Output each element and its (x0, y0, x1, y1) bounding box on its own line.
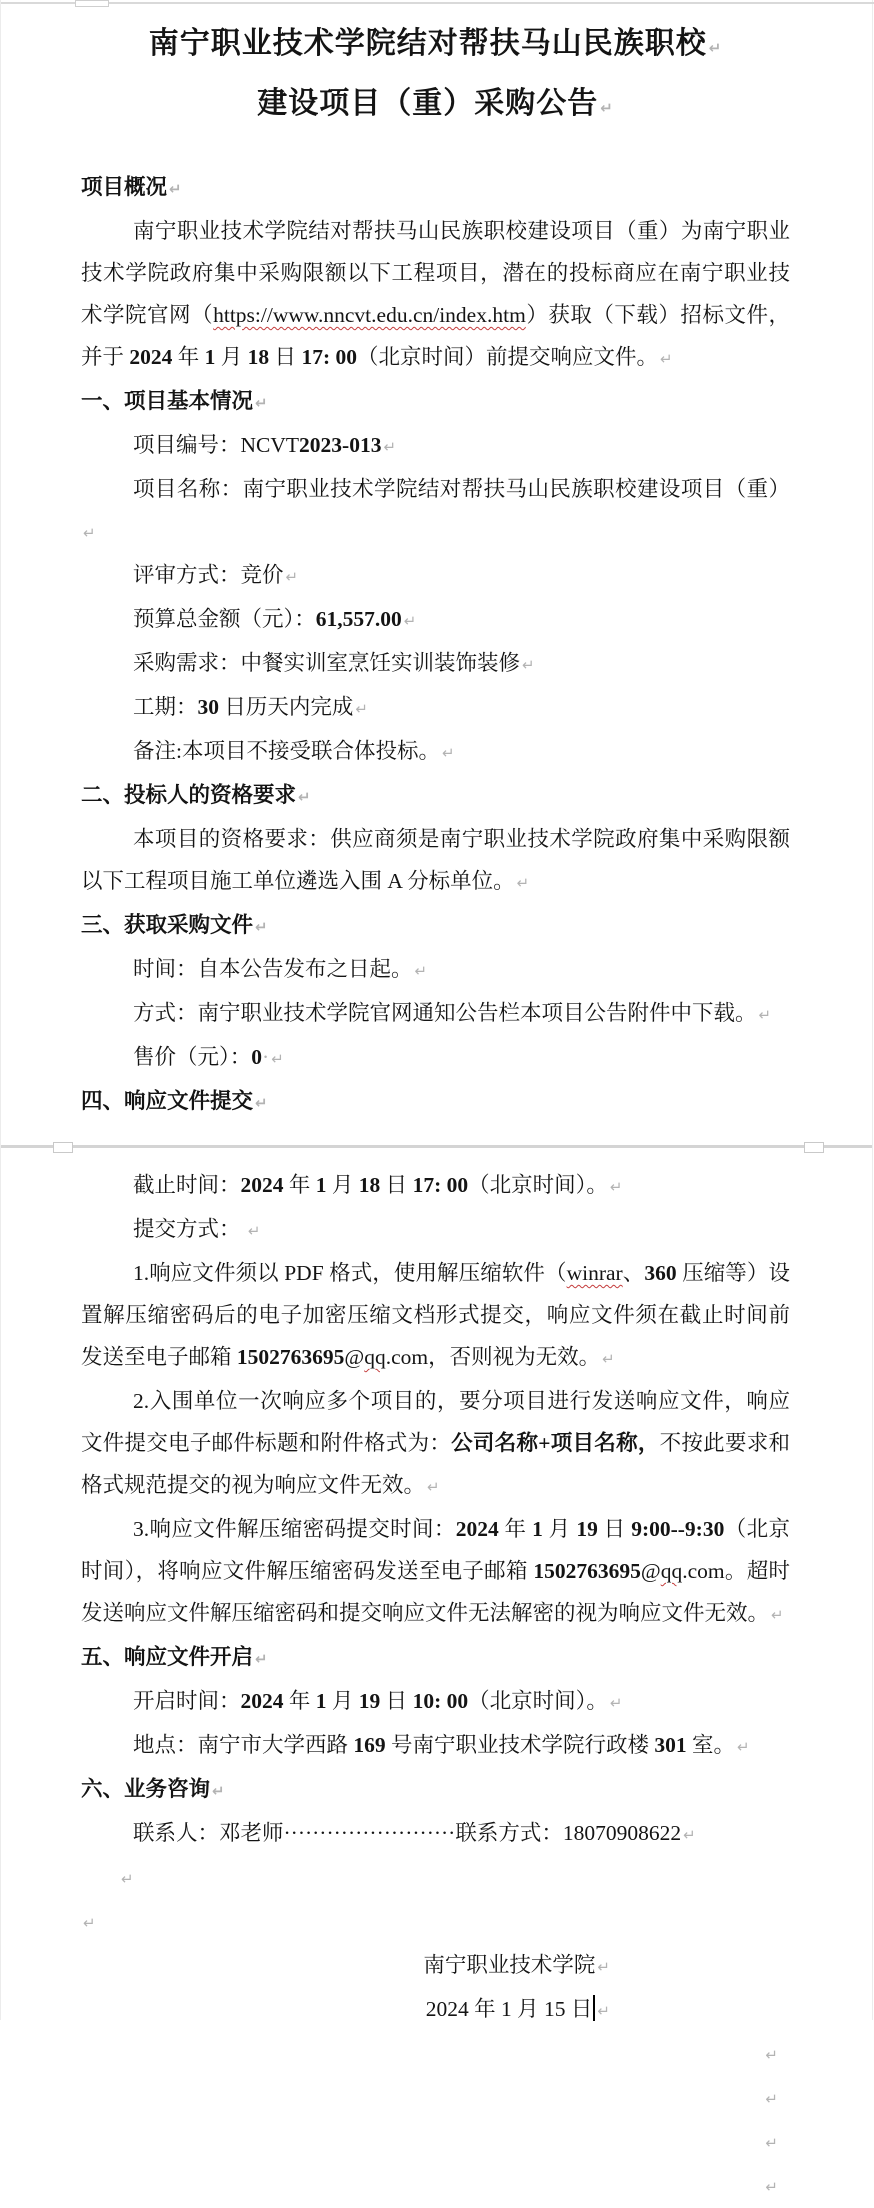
text-run: 19 (576, 1517, 598, 1541)
paragraph-mark-icon: ↵ (298, 788, 311, 806)
paragraph-mark-icon: ↵ (414, 962, 428, 980)
paragraph-mark-icon: ↵ (255, 1650, 268, 1668)
text-run: 公司名称+项目名称， (451, 1431, 660, 1455)
field-obtain-method (81, 992, 790, 1036)
text-run: 四、响应文件提交 (81, 1089, 254, 1113)
paragraph-mark-icon: ↵ (765, 2178, 778, 2196)
field-project-name (81, 468, 790, 554)
paragraph-mark-icon: ↵ (255, 1094, 268, 1112)
text-run: 南宁职业技术学院 (423, 1953, 596, 1977)
field-procurement-demand (81, 642, 790, 686)
paragraph-mark-icon: ↵ (660, 350, 673, 368)
text-run: 1502763695 (533, 1559, 641, 1583)
paragraph-mark-icon: ↵ (765, 2134, 778, 2152)
paragraph-mark-icon: ↵ (212, 1782, 225, 1800)
field-remark (81, 730, 790, 774)
text-run: 六、业务咨询 (81, 1777, 211, 1801)
text-run: 三、获取采购文件 (81, 913, 254, 937)
text-run: 南宁职业技术学院结对帮扶马山民族职校建设项目（重）为南宁职业技术学院政府集中采购限额以下工程项目，潜在的投标商应在南宁职业技术学院官网（ (81, 219, 790, 327)
text-run: 17: 00 (301, 345, 357, 369)
paragraph-mark-icon: ↵ (609, 1694, 623, 1712)
field-duration (81, 686, 790, 730)
page-top-edge-line (1, 2, 874, 4)
text-run: 10: 00 (412, 1689, 469, 1713)
paragraph-mark-icon: ↵ (609, 1178, 623, 1196)
text-run: 日历天内完成 (219, 695, 354, 719)
text-run: 备注:本项目不接受联合体投标。 (133, 739, 440, 763)
text-run: 17: 00 (412, 1173, 469, 1197)
text-run: 工期： (133, 695, 198, 719)
text-run: 月 (215, 345, 248, 369)
text-run: 1.响应文件须以 PDF 格式，使用解压缩软件（ (133, 1261, 567, 1285)
paragraph-mark-icon: ↵ (602, 1350, 615, 1368)
text-run: NCVT (240, 433, 300, 457)
paragraph-mark-icon: ↵ (255, 394, 268, 412)
text-run: 169 (353, 1733, 386, 1757)
text-run: 地点：南宁市大学西路 (133, 1733, 354, 1757)
paragraph-submission-3 (81, 1508, 790, 1636)
text-run: 月 (326, 1173, 359, 1197)
field-project-number (81, 424, 790, 468)
text-run: 五、响应文件开启 (81, 1645, 254, 1669)
paragraph-mark-icon: ↵ (516, 874, 530, 892)
paragraph-mark-icon: ↵ (383, 438, 397, 456)
text-run: @ (640, 1559, 661, 1583)
paragraph-mark-icon: ↵ (427, 1478, 440, 1496)
text-run: 提交方式： (133, 1217, 246, 1241)
text-run: 1 (204, 345, 216, 369)
text-run: https://www.nncvt.edu.cn/index.htm (213, 303, 526, 327)
paragraph-submission-1 (81, 1252, 790, 1380)
text-run: 建设项目（重）采购公告 (257, 87, 599, 120)
empty-paragraph (81, 2164, 790, 2208)
field-submission-method (81, 1208, 790, 1252)
text-run: 方式：南宁职业技术学院官网通知公告栏本项目公告附件中下载。 (133, 1001, 757, 1025)
text-run: （北京时间）。 (468, 1173, 608, 1197)
text-run: 南宁职业技术学院结对帮扶马山民族职校 (148, 27, 707, 60)
signature-org (81, 1944, 790, 1988)
text-run: 30 (197, 695, 220, 719)
text-run: 采购需求：中餐实训室烹饪实训装饰装修 (133, 651, 521, 675)
text-run: 不按此要求和格式规范提交的视为响应文件无效。 (81, 1431, 790, 1497)
text-run: 项目名称：南宁职业技术学院结对帮扶马山民族职校建设项目（重） (133, 477, 790, 501)
text-run: 2024 (240, 1173, 284, 1197)
paragraph-mark-icon: ↵ (403, 612, 417, 630)
paragraph-mark-icon: ↵ (355, 700, 368, 718)
document-title-line-1 (81, 16, 790, 76)
paragraph-mark-icon: ↵ (597, 1958, 610, 1976)
signature-date (81, 1988, 790, 2032)
heading-section-5 (81, 1636, 790, 1680)
empty-paragraph (81, 2120, 790, 2164)
text-run: 项目概况 (81, 175, 168, 199)
paragraph-mark-icon: ↵ (771, 1606, 784, 1624)
text-run: 本项目的资格要求：供应商须是南宁职业技术学院政府集中采购限额以下工程项目施工单位遴选入围 A 分标单位。 (81, 827, 790, 893)
text-run: 2024 (455, 1517, 499, 1541)
text-run: 1 (315, 1173, 327, 1197)
text-run: （北京时间）。 (468, 1689, 608, 1713)
paragraph-mark-icon: ↵ (271, 1050, 284, 1068)
page-top-edge-marker (75, 0, 109, 7)
paragraph-mark-icon: ↵ (83, 524, 96, 542)
text-run: 年 (498, 1517, 533, 1541)
paragraph-mark-icon: ↵ (600, 99, 614, 117)
paragraph-submission-2 (81, 1380, 790, 1508)
text-run: 18 (358, 1173, 381, 1197)
paragraph-mark-icon: ↵ (597, 2002, 610, 2020)
text-run: 1 (532, 1517, 543, 1541)
paragraph-mark-icon: ↵ (683, 1826, 696, 1844)
text-run: （北京时间）前提交响应文件。 (356, 345, 658, 369)
text-run: 2023-013 (299, 433, 382, 457)
paragraph-mark-icon: ↵ (247, 1222, 261, 1240)
field-budget (81, 598, 790, 642)
text-run: 2024 年 1 月 15 日 (425, 1997, 593, 2021)
text-run: 18 (247, 345, 270, 369)
text-run: 年 (283, 1173, 316, 1197)
paragraph-mark-icon: ↵ (285, 568, 299, 586)
text-run: qq (364, 1345, 386, 1369)
paragraph-mark-icon: ↵ (255, 918, 268, 936)
text-run: 日 (380, 1173, 413, 1197)
paragraph-mark-icon: ↵ (169, 180, 182, 198)
text-run: ）获取（下载）招标文件，并于 (81, 303, 790, 369)
heading-section-2 (81, 774, 790, 818)
text-run: .com。超时发送响应文件解压缩密码和提交响应文件无法解密的视为响应文件无效。 (81, 1559, 790, 1625)
text-run: winrar (566, 1261, 623, 1285)
text-run: 室。 (686, 1733, 736, 1757)
field-deadline (81, 1164, 790, 1208)
document-title-line-2 (81, 76, 790, 136)
empty-paragraph (81, 2032, 790, 2076)
text-run: .com，否则视为无效。 (385, 1345, 601, 1369)
text-run: 3.响应文件解压缩密码提交时间： (133, 1517, 456, 1541)
field-obtain-time (81, 948, 790, 992)
text-run: 301 (654, 1733, 687, 1757)
text-run: 日 (380, 1689, 413, 1713)
text-run: 项目编号： (133, 433, 241, 457)
page-break-line (1, 1145, 872, 1148)
text-run: 2024 (240, 1689, 284, 1713)
heading-section-3 (81, 904, 790, 948)
field-opening-time (81, 1680, 790, 1724)
paragraph-mark-icon: ↵ (737, 1738, 750, 1756)
field-price (81, 1036, 790, 1080)
text-run: 1 (315, 1689, 327, 1713)
paragraph-mark-icon: ↵ (765, 2090, 778, 2108)
text-run: 一、项目基本情况 (81, 389, 254, 413)
text-run: 开启时间： (133, 1689, 241, 1713)
text-run: 联系人：邓老师························联系方式：18070908622 (133, 1821, 682, 1845)
empty-paragraph (81, 1900, 790, 1944)
paragraph-mark-icon: ↵ (765, 2046, 778, 2064)
text-run: qq (660, 1559, 683, 1583)
empty-paragraph (81, 1856, 790, 1900)
paragraph-mark-icon: ↵ (441, 744, 455, 762)
text-run: 360 (644, 1261, 677, 1285)
paragraph-mark-icon: ↵ (708, 39, 723, 57)
paragraph-overview (81, 210, 790, 380)
text-run: 时间：自本公告发布之日起。 (133, 957, 413, 981)
text-run: 二、投标人的资格要求 (81, 783, 297, 807)
text-run: 、 (622, 1261, 645, 1285)
text-run: 年 (172, 345, 205, 369)
text-run: 月 (542, 1517, 577, 1541)
text-run: 预算总金额（元）： (133, 607, 316, 631)
text-run: （北京时间），将响应文件解压缩密码发送至电子邮箱 (81, 1517, 790, 1583)
text-run: 2.入围单位一次响应多个项目的，要分项目进行发送响应文件，响应文件提交电子邮件标题和附件格式为： (81, 1389, 790, 1455)
text-run: · (262, 1045, 270, 1069)
empty-paragraph (81, 2076, 790, 2120)
paragraph-mark-icon: ↵ (121, 1870, 134, 1888)
text-run: 号南宁职业技术学院行政楼 (385, 1733, 655, 1757)
text-run: 1502763695 (236, 1345, 345, 1369)
text-run: 19 (358, 1689, 381, 1713)
text-run: 日 (597, 1517, 632, 1541)
text-run: 日 (269, 345, 302, 369)
text-run: 售价（元）： (133, 1045, 252, 1069)
page-break-marker-left (53, 1142, 73, 1153)
paragraph-mark-icon: ↵ (83, 1914, 96, 1932)
heading-project-overview (81, 166, 790, 210)
document-body[interactable] (81, 16, 790, 2208)
text-run: 2024 (129, 345, 173, 369)
text-run: 月 (326, 1689, 359, 1713)
text-run: 年 (283, 1689, 316, 1713)
text-run: 61,557.00 (315, 607, 402, 631)
heading-section-6 (81, 1768, 790, 1812)
text-run: @ (344, 1345, 365, 1369)
text-run: 截止时间： (133, 1173, 241, 1197)
paragraph-mark-icon: ↵ (758, 1006, 772, 1024)
field-review-method (81, 554, 790, 598)
heading-section-1 (81, 380, 790, 424)
text-run: 0 (251, 1045, 263, 1069)
text-run: 9:00--9:30 (631, 1517, 725, 1541)
heading-section-4 (81, 1080, 790, 1124)
page-break-marker-right (804, 1142, 824, 1153)
text-run: 评审方式：竞价 (133, 563, 284, 587)
field-contact (81, 1812, 790, 1856)
text-run: 压缩等）设置解压缩密码后的电子加密压缩文档形式提交，响应文件须在截止时间前发送至电子邮箱 (81, 1261, 790, 1369)
paragraph-qualification (81, 818, 790, 904)
paragraph-mark-icon: ↵ (522, 656, 535, 674)
page-break (1, 1140, 872, 1152)
field-opening-location (81, 1724, 790, 1768)
